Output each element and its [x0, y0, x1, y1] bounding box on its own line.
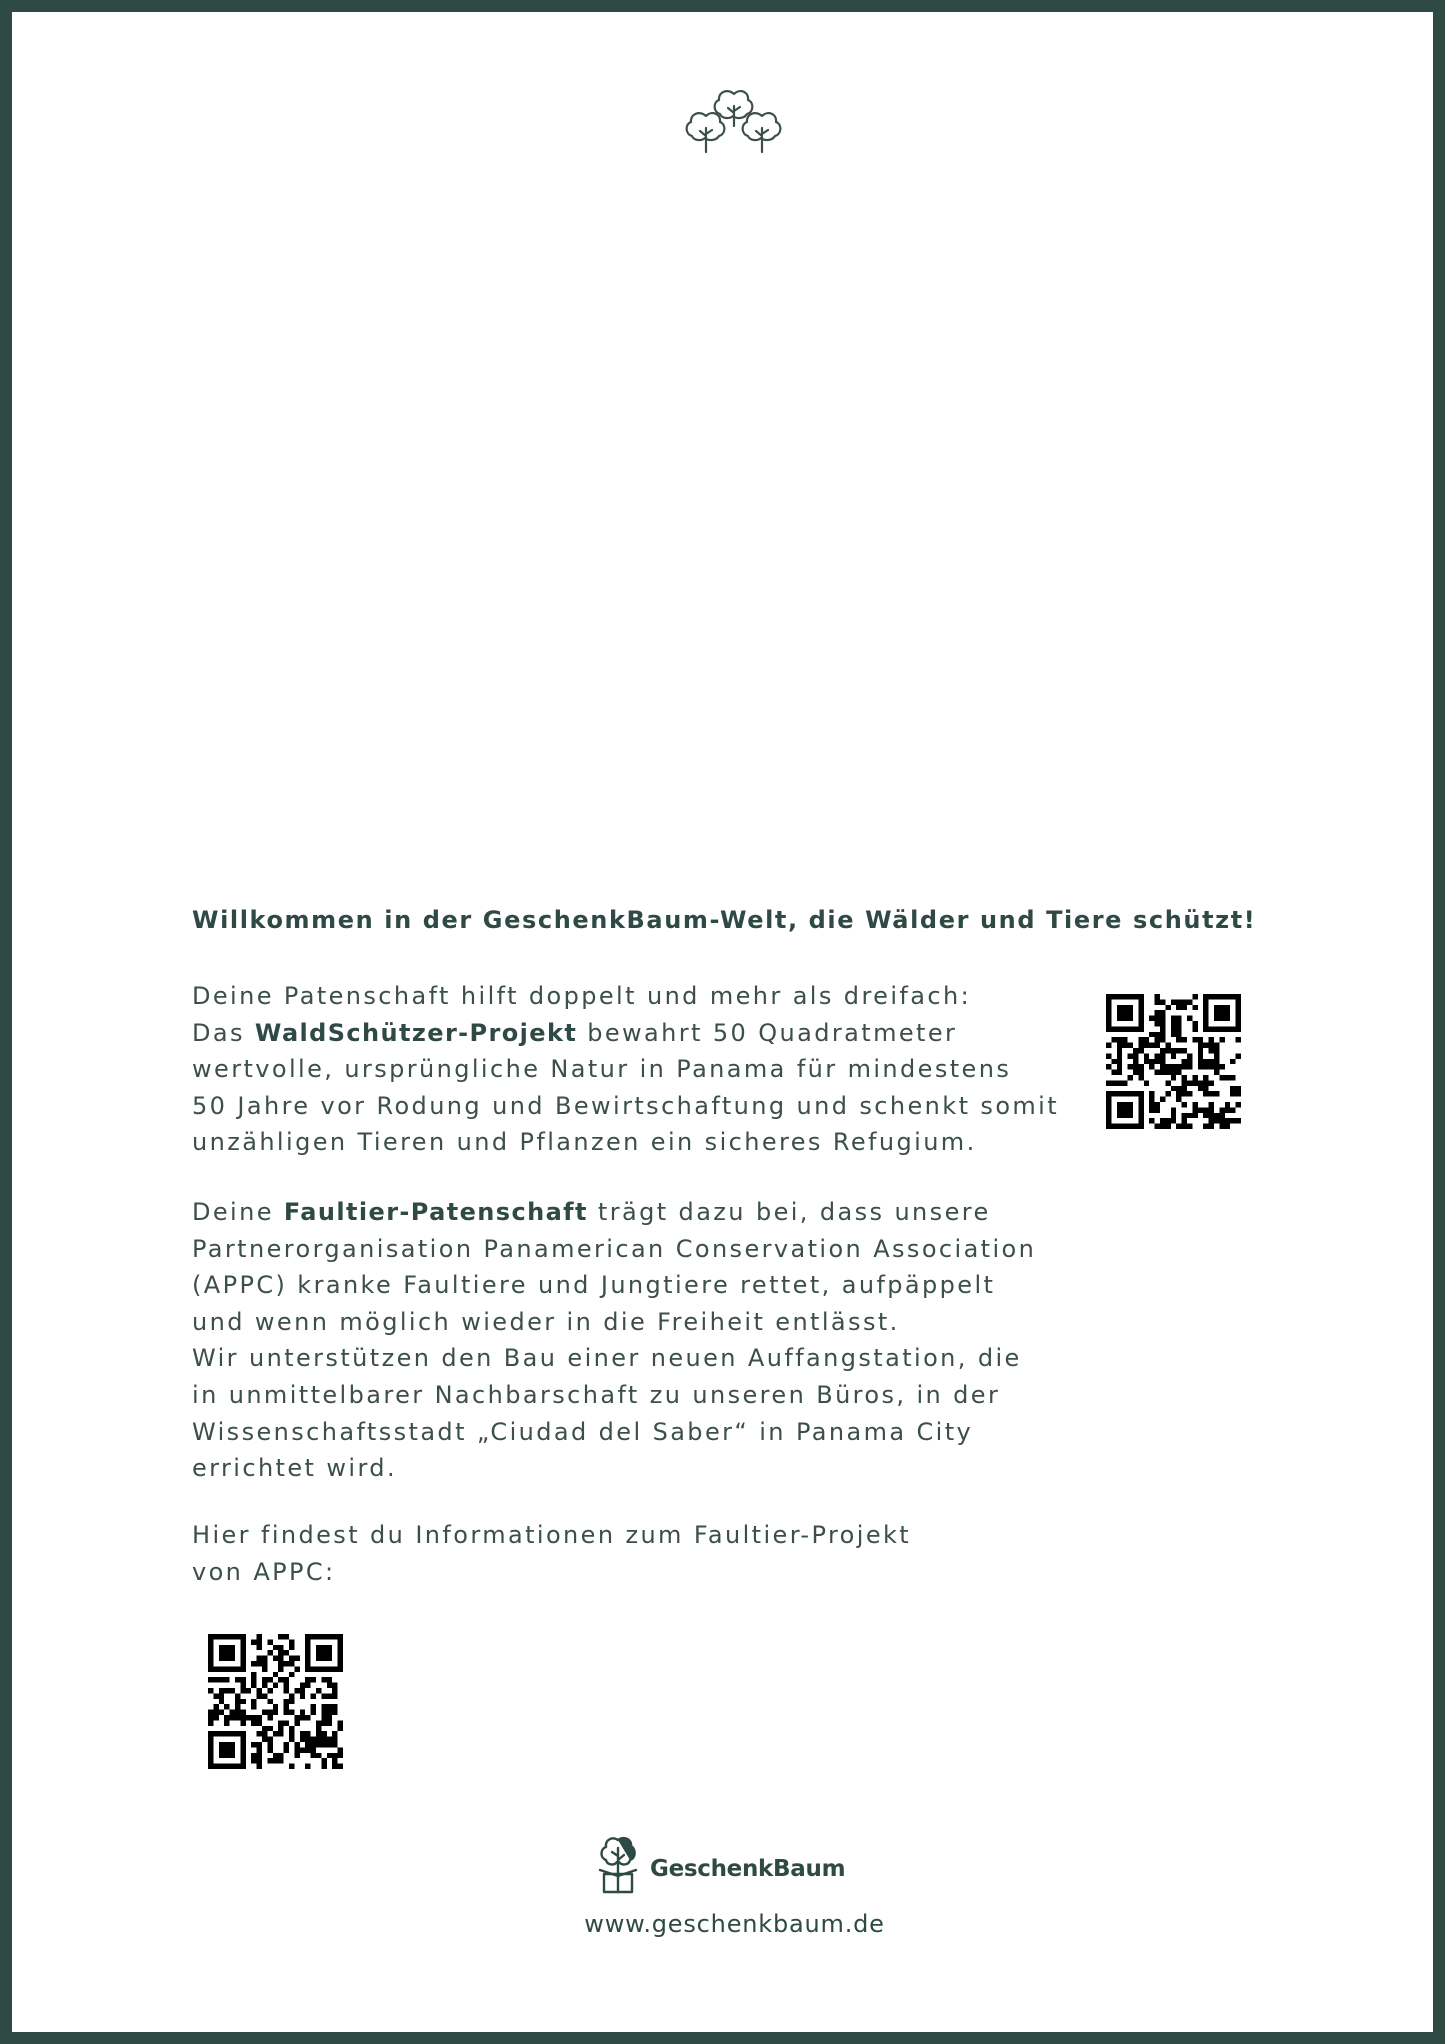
- paragraph1-line3: wertvolle, ursprüngliche Natur in Panama für mindestens: [192, 1055, 1012, 1084]
- paragraph-appc-info: [192, 1517, 911, 1590]
- paragraph2-line5: Wir unterstützen den Bau einer neuen Auffangstation, die: [192, 1344, 1022, 1373]
- paragraph1-line5: unzähligen Tieren und Pflanzen ein sicheres Refugium.: [192, 1128, 977, 1157]
- three-trees-icon: [684, 86, 784, 164]
- paragraph1-line1: Deine Patenschaft hilft doppelt und mehr als dreifach:: [192, 982, 972, 1010]
- paragraph2-line1-pre: Deine: [192, 1198, 284, 1226]
- paragraph1-line2-pre: Das: [192, 1018, 255, 1047]
- paragraph2-line8: errichtet wird.: [192, 1454, 397, 1483]
- paragraph2-line4: und wenn möglich wieder in die Freiheit entlässt.: [192, 1307, 900, 1336]
- paragraph2-line7: Wissenschaftsstadt „Ciudad del Saber“ in Panama City: [192, 1417, 974, 1446]
- tree-in-gift-box-icon: [596, 1834, 644, 1896]
- paragraph3-line2: von APPC:: [192, 1557, 336, 1586]
- headline: Willkommen in der GeschenkBaum-Welt, die Wälder und Tiere schützt!: [192, 906, 1257, 934]
- qr-code-icon[interactable]: [208, 1634, 343, 1769]
- page: [12, 12, 1433, 2032]
- paragraph1-line2: [192, 1015, 1059, 1052]
- paragraph2-line1: [192, 1194, 1036, 1231]
- paragraph-waldschuetzer: [192, 978, 1059, 1161]
- brand-name: GeschenkBaum: [650, 1856, 846, 1882]
- paragraph2-line1-post: trägt dazu bei, dass unsere: [587, 1198, 991, 1226]
- paragraph3-line1: Hier findest du Informationen zum Faultier-Projekt: [192, 1521, 912, 1549]
- brand-logo: [592, 1834, 852, 1894]
- paragraph1-line2-post: bewahrt 50 Quadratmeter: [577, 1018, 958, 1047]
- paragraph2-line3: (APPC) kranke Faultiere und Jungtiere rettet, aufpäppelt: [192, 1271, 996, 1300]
- paragraph2-line2: Partnerorganisation Panamerican Conservation Association: [192, 1234, 1037, 1263]
- website-link[interactable]: www.geschenkbaum.de: [584, 1910, 885, 1938]
- qr-code-icon[interactable]: [1106, 994, 1241, 1129]
- waldschuetzer-project-name: WaldSchützer-Projekt: [254, 1018, 578, 1047]
- paragraph2-line6: in unmittelbarer Nachbarschaft zu unseren Büros, in der: [192, 1380, 1001, 1409]
- paragraph1-line4: 50 Jahre vor Rodung und Bewirtschaftung und schenkt somit: [192, 1091, 1060, 1120]
- paragraph-faultier: [192, 1194, 1036, 1487]
- faultier-patenschaft-name: Faultier-Patenschaft: [283, 1198, 588, 1226]
